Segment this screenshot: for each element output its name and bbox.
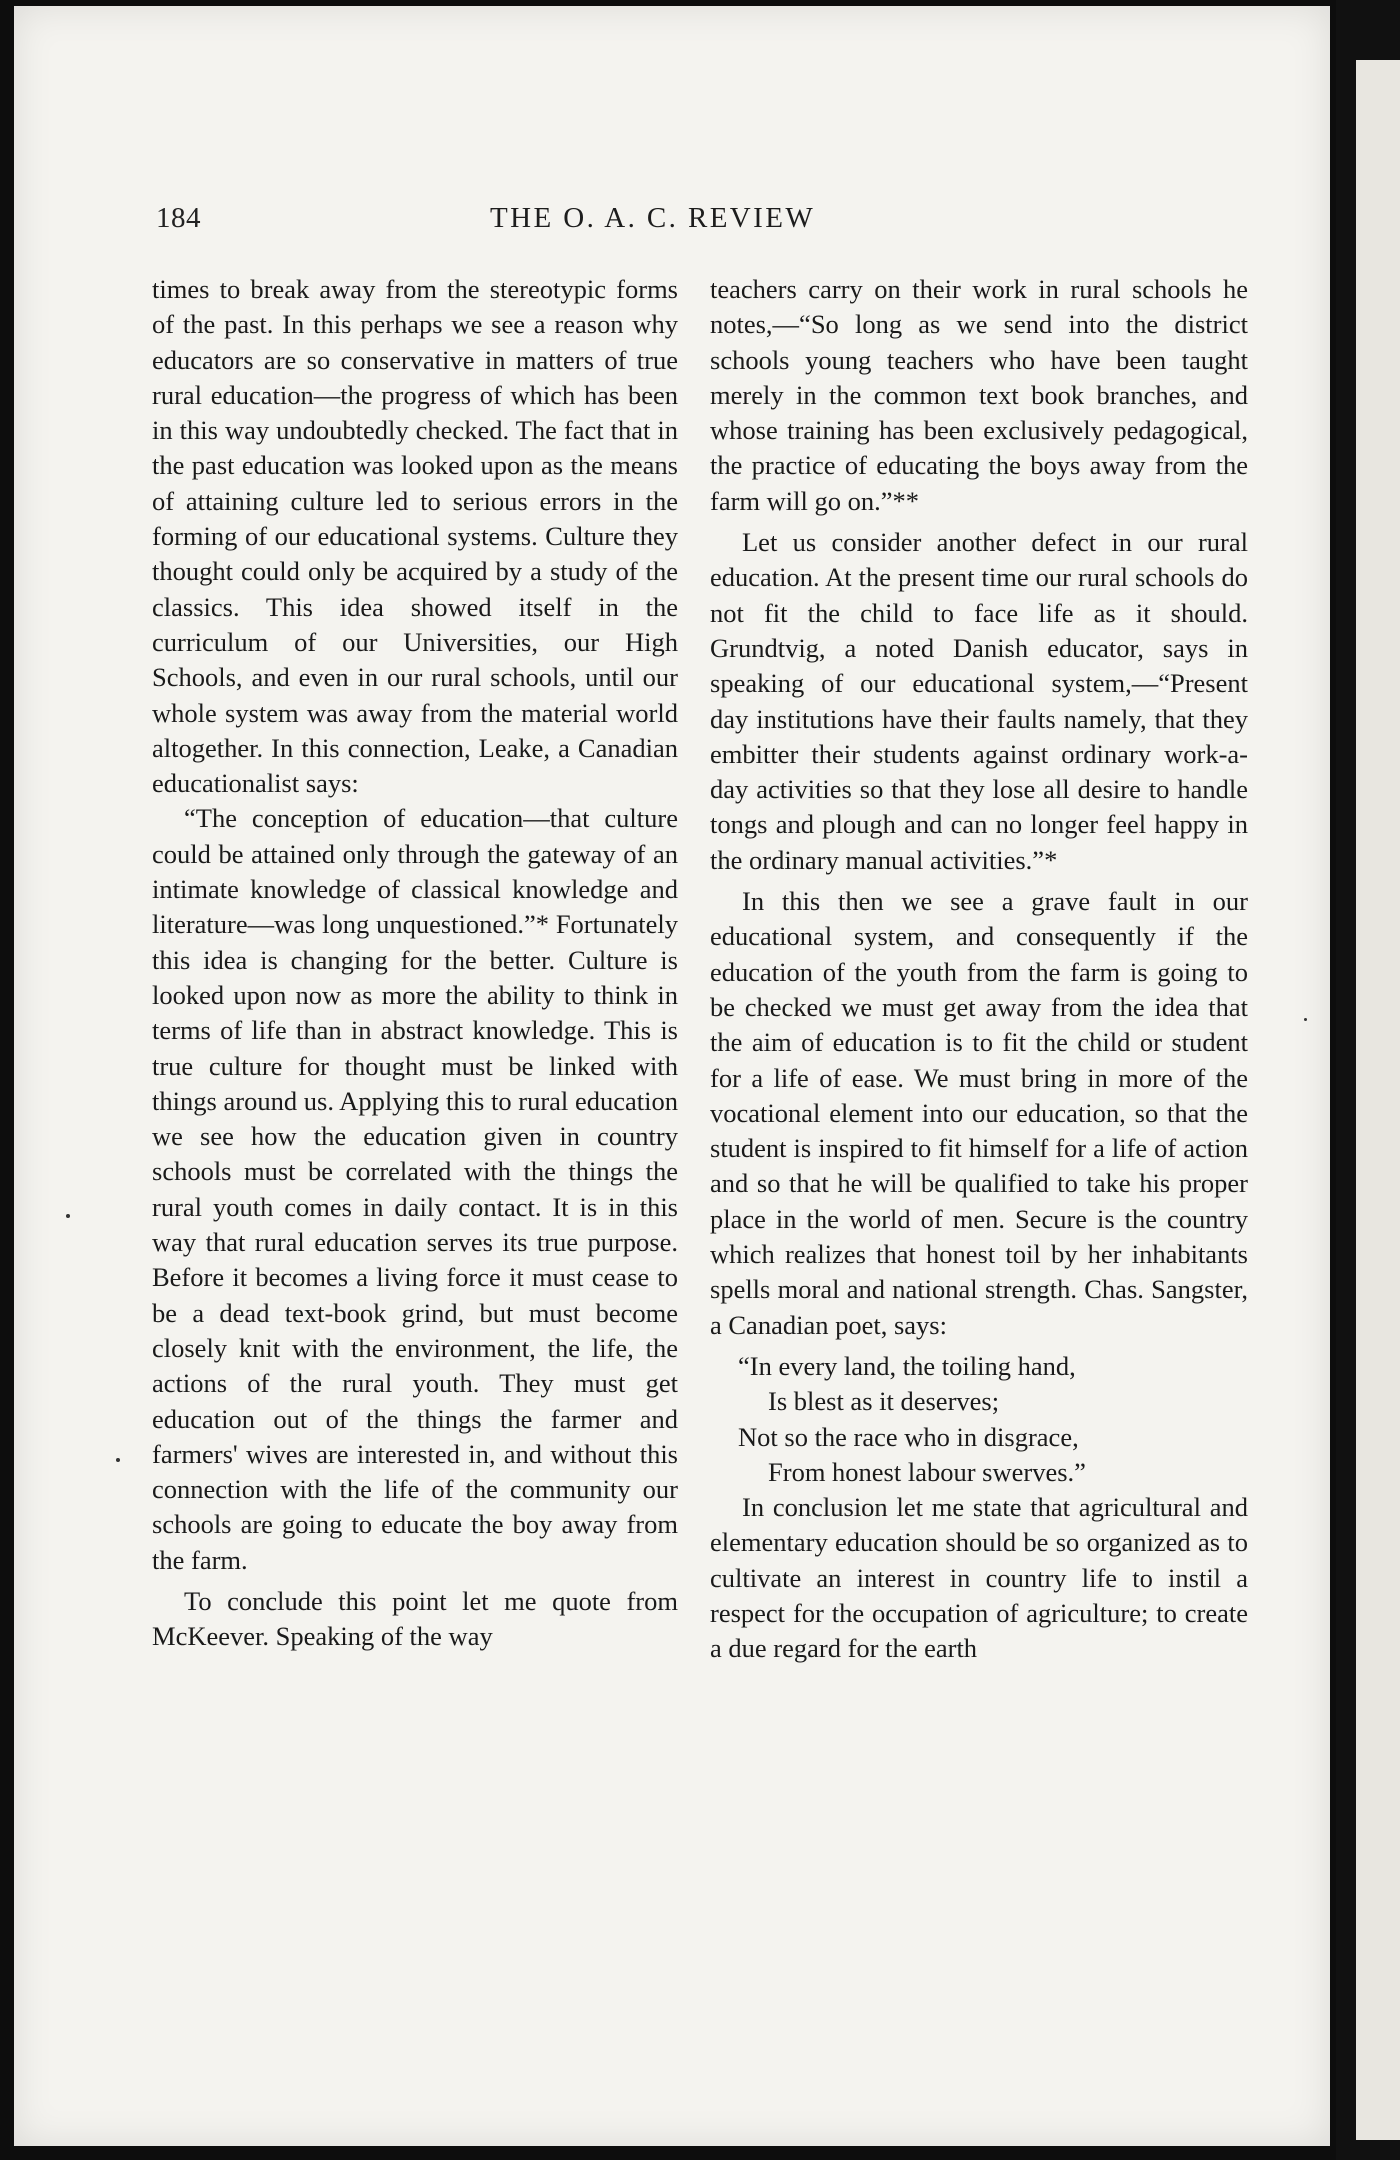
next-page-edge	[1356, 60, 1400, 2140]
verse-line: “In every land, the toiling hand,	[738, 1350, 1076, 1381]
paragraph: To conclude this point let me quote from McKeever. Speaking of the way	[152, 1585, 678, 1652]
paragraph: In conclusion let me state that agricultural and elementary education should be so organized as to cultivate an interest in country life to instil a respect for the occupation of agriculture; to create a due regard for the earth	[710, 1492, 1248, 1664]
paragraph: In this then we see a grave fault in our educational system, and consequently if the education of the youth from the farm is going to be checked we must get away from the idea that the aim of education is to fit the child or student for a life of ease. We must bring in more of the vocational element into our education, so that the student is inspired to fit himself for a life of action and so that he will be qualified to take his proper place in the world of men. Secure is the country which realizes that honest toil by her inhabitants spells moral and national strength. Chas. Sangster, a Canadian poet, says:	[710, 886, 1248, 1340]
page-edge-strip	[1336, 0, 1400, 2160]
speck-mark	[1304, 1018, 1307, 1021]
verse-line: Is blest as it deserves;	[768, 1386, 1000, 1417]
verse-line: From honest labour swerves.”	[768, 1456, 1086, 1487]
paragraph: Let us consider another defect in our rural education. At the present time our rural schools do not fit the child to face life as it should. Grundtvig, a noted Danish educator, says in speaking of our educational system,—“Present day institutions have their faults namely, that they embitter their students against ordinary work-a-day activities so that they lose all desire to handle tongs and plough and can no longer feel happy in the ordinary manual activities.”*	[710, 527, 1248, 875]
right-column	[710, 272, 1248, 1667]
journal-title: THE O. A. C. REVIEW	[490, 202, 816, 234]
paragraph: “The conception of education—that culture could be attained only through the gateway of an intimate knowledge of classical knowledge and literature—was long unquestioned.”* Fortunately this idea is changing for the better. Culture is looked upon now as more the ability to think in terms of life than in abstract knowledge. This is true culture for thought must be linked with things around us. Applying this to rural education we see how the education given in country schools must be correlated with the things the rural youth comes in daily contact. It is in this way that rural education serves its true purpose. Before it becomes a living force it must cease to be a dead text-book grind, but must become closely knit with the environment, the life, the actions of the rural youth. They must get education out of the things the farmer and farmers' wives are interested in, and without this connection with the life of the community our schools are going to educate the boy away from the farm.	[152, 803, 678, 1575]
paragraph: teachers carry on their work in rural schools he notes,—“So long as we send into the district schools young teachers who have been taught merely in the common text book branches, and whose training has been exclusively pedagogical, the practice of educating the boys away from the farm will go on.”**	[710, 274, 1248, 516]
verse-quote	[710, 1349, 1248, 1490]
book-page	[14, 6, 1330, 2146]
speck-mark	[66, 1214, 70, 1218]
verse-line: Not so the race who in disgrace,	[738, 1421, 1079, 1452]
running-head	[14, 202, 1330, 242]
left-column	[152, 272, 678, 1655]
speck-mark	[116, 1458, 120, 1462]
page-number: 184	[156, 202, 201, 234]
paragraph: times to break away from the stereotypic forms of the past. In this perhaps we see a reason why educators are so conservative in matters of true rural education—the progress of which has been in this way undoubtedly checked. The fact that in the past education was looked upon as the means of attaining culture led to serious errors in the forming of our educational systems. Culture they thought could only be acquired by a study of the classics. This idea showed itself in the curriculum of our Universities, our High Schools, and even in our rural schools, until our whole system was away from the material world altogether. In this connection, Leake, a Canadian educationalist says:	[152, 274, 678, 799]
